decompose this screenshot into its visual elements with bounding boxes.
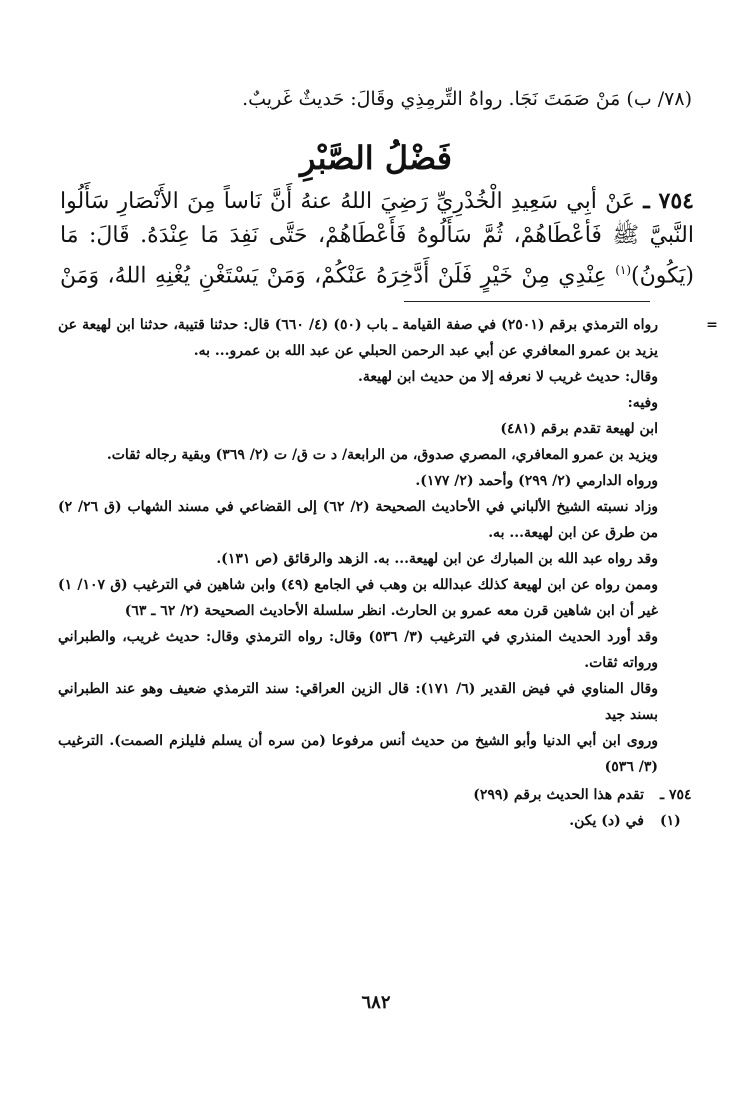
note-paragraph: ابن لهيعة تقدم برقم (٤٨١) — [500, 421, 658, 437]
previous-hadith-ending: (٧٨/ ب) مَنْ صَمَتَ نَجَا. رواهُ التِّرمِذِي وقَالَ: حَديثٌ غَريبٌ. — [242, 88, 692, 110]
note-paragraph: رواه الترمذي برقم (٢٥٠١) في صفة القيامة ـ باب (٥٠) (٤/ ٦٦٠) قال: حدثنا قتيبة، حدثنا ابن لهيعة عن يزيد بن عمرو المعافري عن أبي عبد الرحمن الحبلي عن عبد الله بن عمرو... به. — [58, 317, 658, 359]
note-paragraph: وقال: حديث غريب لا نعرفه إلا من حديث ابن لهيعة. — [357, 369, 658, 385]
hadith-line-3-lead: (يَكُونُ) — [631, 263, 694, 289]
hadith-number: ٧٥٤ ـ — [643, 188, 694, 214]
note-paragraph: وروى ابن أبي الدنيا وأبو الشيخ من حديث أنس مرفوعا (من سره أن يسلم فليلزم الصمت). الترغيب (٣/ ٥٣٦) — [58, 733, 658, 775]
note-paragraph: وقال المناوي في فيض القدير (٦/ ١٧١): قال الزين العراقي: سند الترمذي ضعيف وهو عند الطبراني بسند جيد — [58, 681, 658, 723]
footnote-1 — [58, 808, 694, 834]
note-paragraph: وقد أورد الحديث المنذري في الترغيب (٣/ ٥٣٦) وقال: رواه الترمذي وقال: حديث غريب، والطبراني ورواته ثقات. — [58, 629, 658, 671]
note-paragraph: ورواه الدارمي (٢/ ٢٩٩) وأحمد (٢/ ١٧٧). — [415, 473, 658, 489]
footnote-reference: (١) — [615, 263, 632, 277]
footnote-divider — [404, 301, 650, 302]
footnote-text: تقدم هذا الحديث برقم (٢٩٩) — [473, 787, 644, 803]
hadith-line-3 — [60, 253, 694, 293]
hadith-line-1 — [60, 184, 694, 219]
hadith-line-3-text: عِنْدِي مِنْ خَيْرٍ فَلَنْ أَدَّخِرَهُ عَنْكُمْ، وَمَنْ يَسْتَغْنِ يُغْنِهِ اللهُ، وَمَنْ — [60, 263, 607, 289]
note-paragraph: وممن رواه عن ابن لهيعة كذلك عبدالله بن وهب في الجامع (٤٩) وابن شاهين في الترغيب (ق ١٠٧/ ١) غير أن ابن شاهين قرن معه عمرو بن الحارث. انظر سلسلة الأحاديث الصحيحة (٢/ ٦٢ ـ ٦٣) — [58, 577, 658, 619]
footnote-text: في (د) يكن. — [569, 813, 644, 829]
hadith-text — [60, 184, 694, 293]
takhrij-body — [58, 312, 694, 780]
footnote-hadith-754 — [58, 782, 694, 808]
page-number: ٦٨٢ — [361, 992, 391, 1013]
footnote-marker: ٧٥٤ ـ — [660, 787, 692, 803]
continuation-marker: = — [706, 317, 718, 333]
takhrij-note — [58, 312, 718, 780]
hadith-line-2: النَّبيَّ ﷺ فَأعْطَاهُمْ، ثُمَّ سَأَلُوهُ فَأَعْطَاهُمْ، حَتَّى نَفِدَ مَا عِنْدَهُ. قَالَ: مَا — [60, 223, 694, 248]
note-paragraph: وقد رواه عبد الله بن المبارك عن ابن لهيعة... به. الزهد والرقائق (ص ١٣١). — [216, 551, 658, 567]
hadith-line-1-text: عَنْ أبِي سَعِيدِ الْخُدْرِيِّ رَضِيَ اللهُ عنهُ أَنَّ نَاساً مِنَ الأَنْصَارِ سَأَلُوا — [60, 189, 635, 214]
note-paragraph: وزاد نسبته الشيخ الألباني في الأحاديث الصحيحة (٢/ ٦٢) إلى القضاعي في مسند الشهاب (ق ٢٦/ ٢) من طرق عن ابن لهيعة... به. — [58, 499, 658, 541]
chapter-title: فَضْلُ الصَّبْرِ — [299, 139, 453, 177]
note-paragraph: وفيه: — [627, 395, 658, 411]
footnotes-section — [58, 312, 718, 834]
note-paragraph: ويزيد بن عمرو المعافري، المصري صدوق، من الرابعة/ د ت ق/ ت (٢/ ٣٦٩) وبقية رجاله ثقات. — [106, 447, 658, 463]
footnote-marker: (١) — [660, 813, 681, 829]
